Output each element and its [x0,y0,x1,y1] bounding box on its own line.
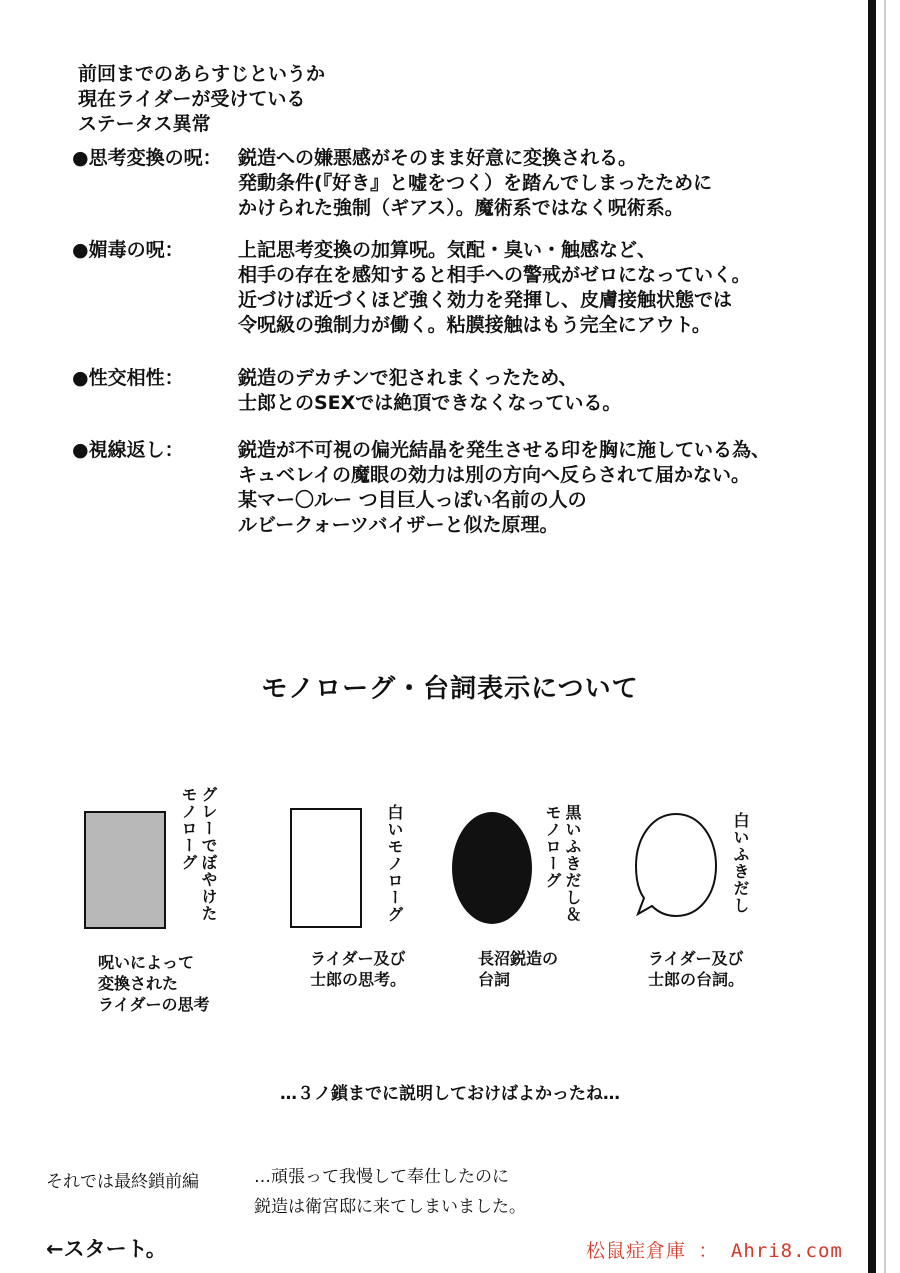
status-item-gaze-deflection [72,438,770,538]
status-line: 令呪級の強制力が働く。粘膜接触はもう完全にアウト。 [238,314,711,336]
status-item-compatibility [72,366,621,416]
legend-heading: モノローグ・台詞表示について [261,674,639,704]
status-line: 鋭造のデカチンで犯されまくったため、 [238,367,578,389]
status-line: 某マー〇ルー つ目巨人っぽい名前の人の [238,489,587,511]
note-text: …３ノ鎖までに説明しておけばよかったね… [280,1084,620,1104]
legend-caption: 長沼鋭造の 台詞 [478,949,559,989]
legend-vertical-label: 黒いふきだし＆モノローグ [543,804,582,923]
legend-vertical-label: 白いモノローグ [385,804,404,923]
status-line: ルビークォーツバイザーと似た原理。 [238,514,559,536]
intro-line: 現在ライダーが受けている [78,88,306,110]
intro-text [78,62,325,137]
status-label: ●媚毒の呪： [72,239,184,261]
legend-vertical-label: グレーでぼやけたモノローグ [179,786,218,922]
intro-line: ステータス異常 [78,113,211,135]
status-label: ●思考変換の呪： [72,147,222,169]
black-speech-swatch [452,812,532,924]
status-item-thought-conversion [72,146,712,221]
legend-caption: ライダー及び 士郎の思考。 [310,949,407,989]
status-line: 近づけば近づくほど強く効力を発揮し、皮膚接触状態では [238,289,733,311]
speech-bubble-icon [632,812,722,924]
legend-vertical-label: 白いふきだし [731,812,750,914]
intro-line: 前回までのあらすじというか [78,63,326,85]
legend-caption: ライダー及び 士郎の台詞。 [648,949,745,989]
status-label: ●性交相性： [72,367,184,389]
status-line: かけられた強制（ギアス）。魔術系ではなく呪術系。 [238,197,684,219]
watermark: 松鼠症倉庫 ： Ahri8.com [586,1240,843,1262]
gray-monologue-swatch [84,811,166,929]
status-line: 相手の存在を感知すると相手への警戒がゼロになっていく。 [238,264,751,286]
bottom-right-text: …頑張って我慢して奉仕したのに 鋭造は衛宮邸に来てしまいました。 [254,1167,526,1217]
white-monologue-swatch [290,808,362,928]
status-line: 発動条件(『好き』と嘘をつく）を踏んでしまったために [238,172,713,194]
status-line: 上記思考変換の加算呪。気配・臭い・触感など、 [238,239,657,261]
status-line: 鋭造が不可視の偏光結晶を発生させる印を胸に施している為、 [238,439,771,461]
legend-caption: 呪いによって 変換された ライダーの思考 [98,953,210,1014]
status-line: 士郎とのSEXでは絶頂できなくなっている。 [238,392,622,414]
status-label: ●視線返し： [72,439,184,461]
status-line: キュベレイの魔眼の効力は別の方向へ反らされて届かない。 [238,464,751,486]
bottom-left-text: それでは最終鎖前編 [46,1172,199,1192]
start-text: ←スタート。 [46,1237,167,1261]
status-line: 鋭造への嫌悪感がそのまま好意に変換される。 [238,147,638,169]
status-item-aphrodisiac-curse [72,238,751,338]
